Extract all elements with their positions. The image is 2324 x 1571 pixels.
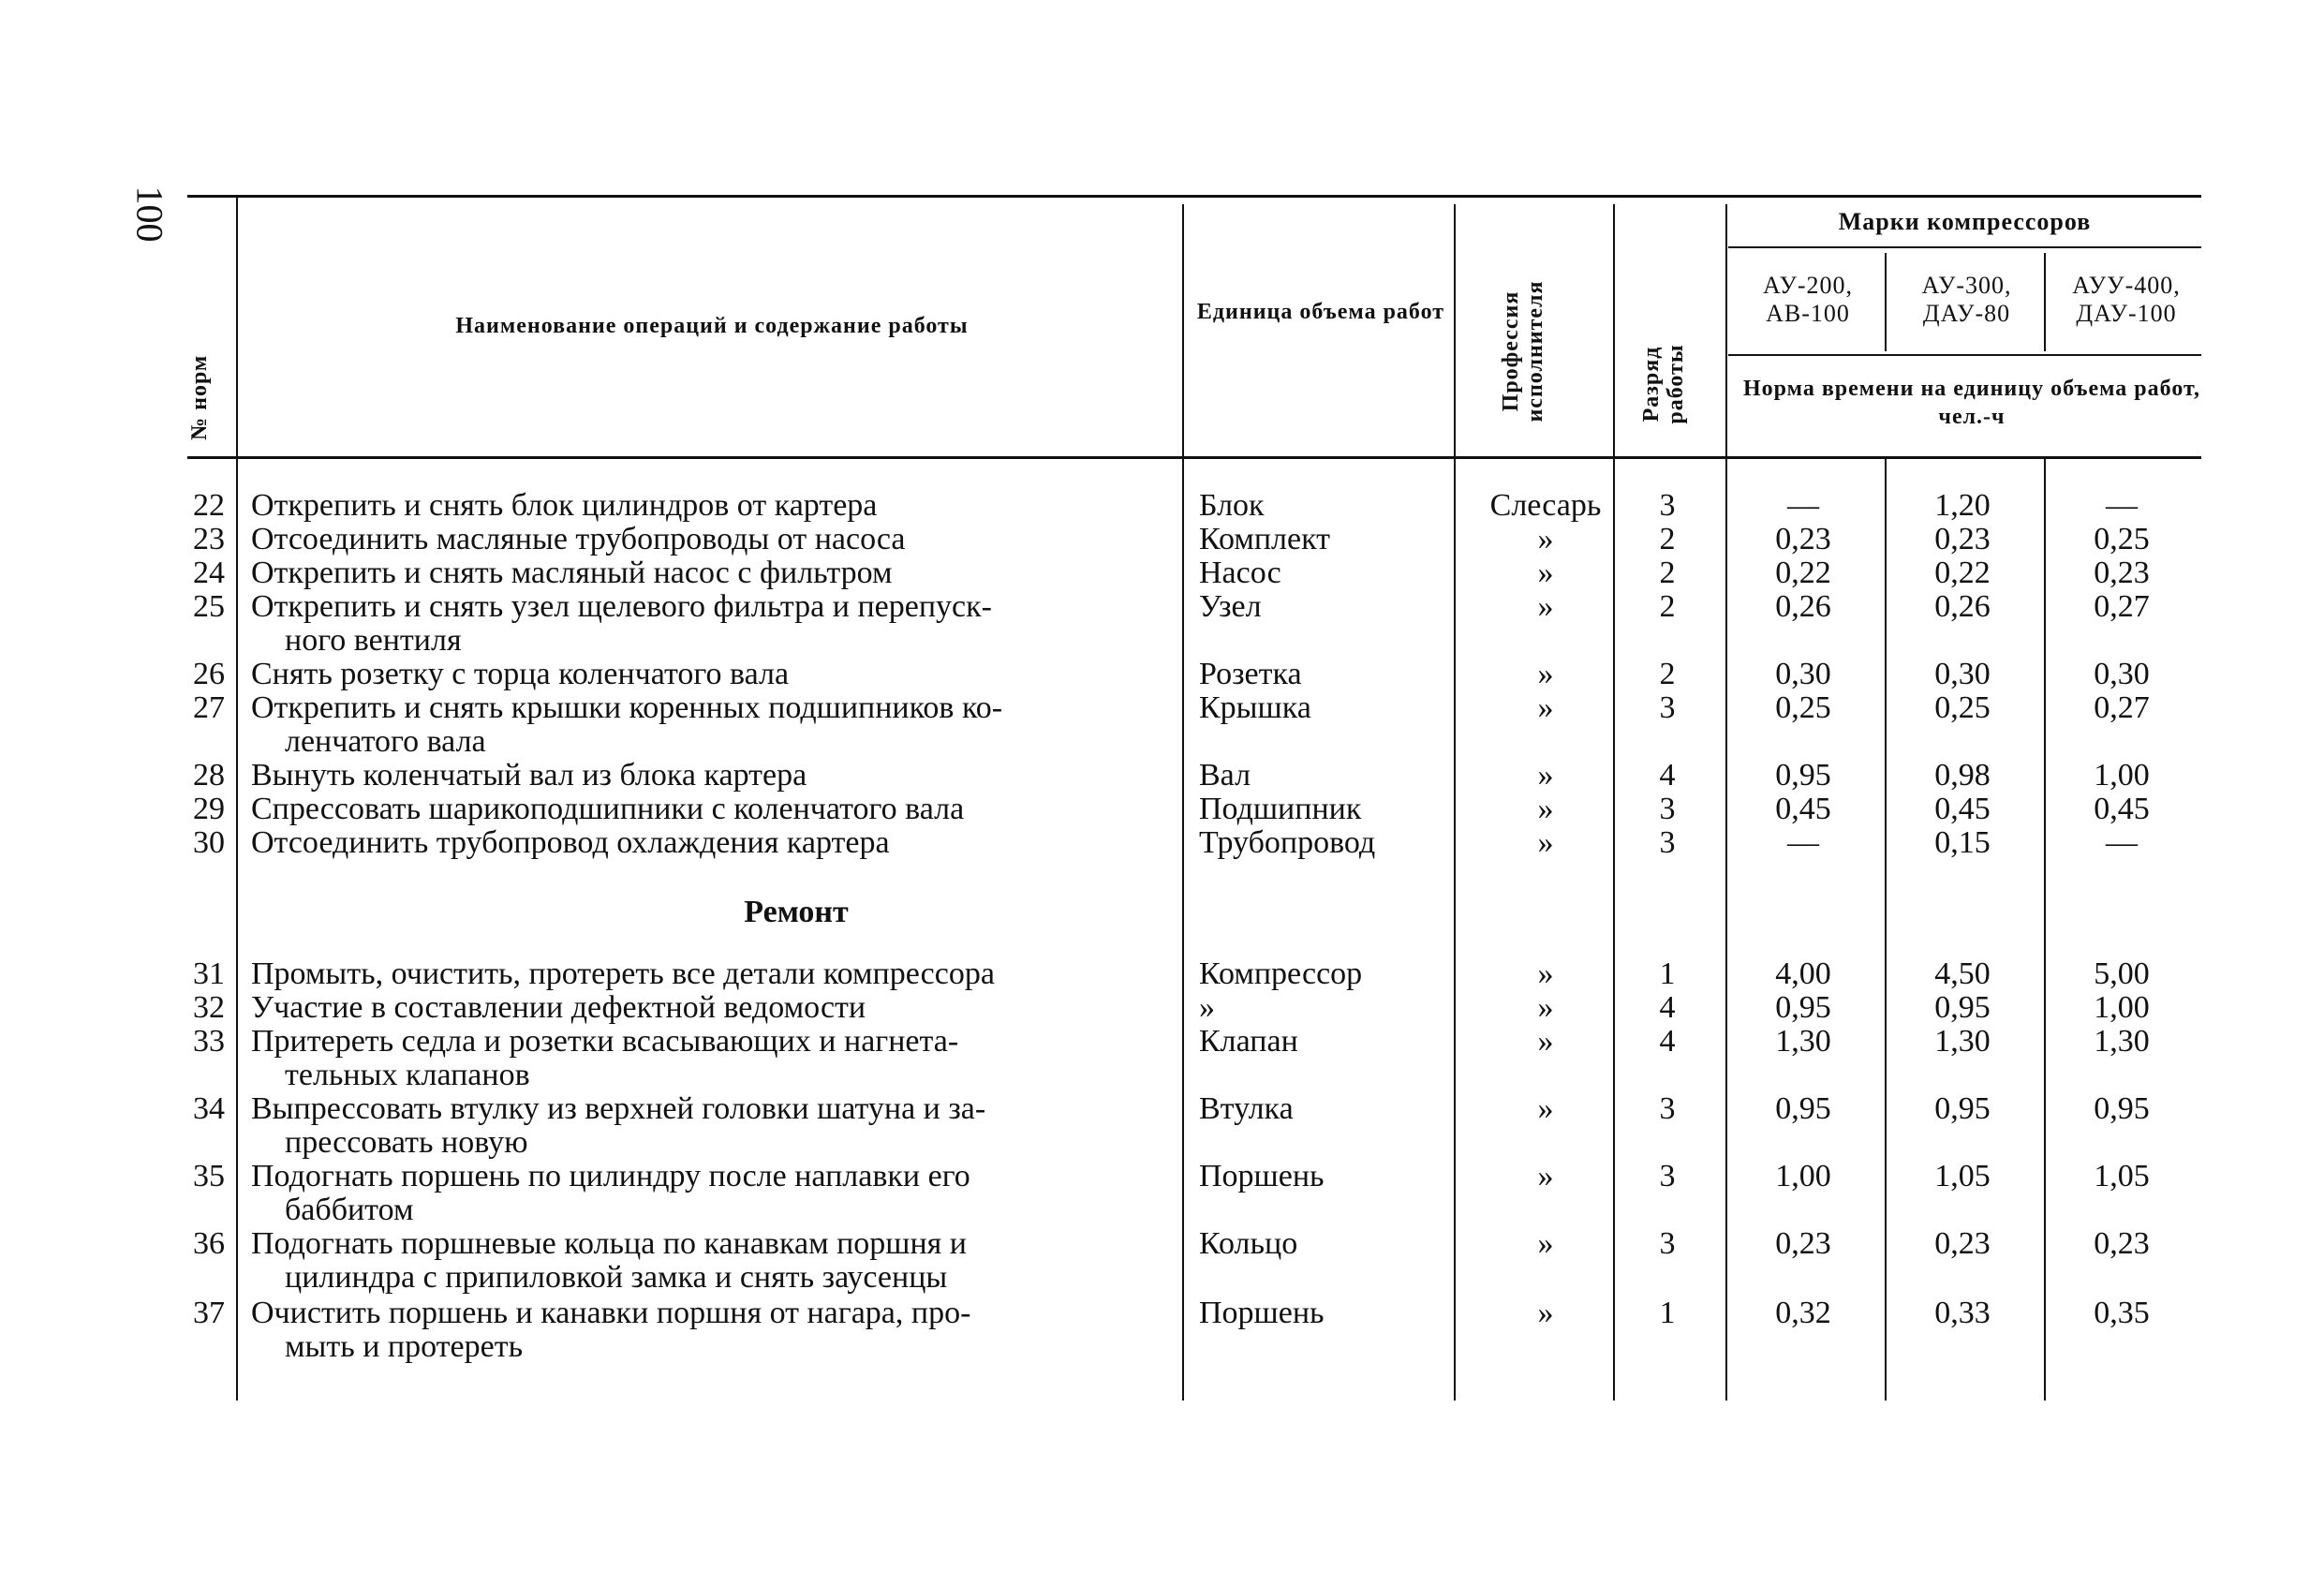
row-value-brand-3: 1,30 xyxy=(2094,1024,2150,1059)
row-operation-line-1: Подогнать поршень по цилиндру после наплавки его xyxy=(251,1159,970,1193)
row-rank: 4 xyxy=(1659,1024,1676,1059)
row-number: 24 xyxy=(193,556,225,590)
row-operation-line-1: Вынуть коленчатый вал из блока картера xyxy=(251,758,807,793)
header-brands-title: Марки компрессоров xyxy=(1838,208,2092,235)
row-value-brand-1: 0,45 xyxy=(1775,792,1831,826)
row-operation xyxy=(251,1227,1169,1295)
row-number: 31 xyxy=(193,956,225,991)
row-number: 37 xyxy=(193,1296,225,1330)
row-value-brand-3: 0,23 xyxy=(2094,1226,2150,1261)
row-number: 29 xyxy=(193,792,225,826)
row-operation xyxy=(251,489,1169,523)
row-operation xyxy=(251,590,1169,658)
row-unit: Трубопровод xyxy=(1199,825,1376,860)
row-operation xyxy=(251,523,1169,556)
row-unit: Поршень xyxy=(1199,1296,1325,1330)
header-col-rank: Разряд работы xyxy=(1639,344,1688,424)
row-unit: Узел xyxy=(1199,589,1262,624)
row-value-brand-2: 0,15 xyxy=(1934,825,1991,860)
header-col-prof: Профессия исполнителя xyxy=(1499,280,1547,422)
row-value-brand-1: 1,30 xyxy=(1775,1024,1831,1059)
row-value-brand-2: 0,95 xyxy=(1934,1091,1991,1126)
row-value-brand-2: 4,50 xyxy=(1934,956,1991,991)
row-value-brand-3: 0,30 xyxy=(2094,657,2150,691)
row-unit: Вал xyxy=(1199,758,1251,793)
row-unit: Кольцо xyxy=(1199,1226,1298,1261)
row-operation-line-1: Спрессовать шарикоподшипники с коленчатого вала xyxy=(251,792,965,826)
row-profession: » xyxy=(1537,589,1554,624)
row-rank: 1 xyxy=(1659,956,1676,991)
row-profession: » xyxy=(1537,956,1554,991)
col-rule-1 xyxy=(236,197,238,1401)
row-value-brand-1: 0,30 xyxy=(1775,657,1831,691)
row-rank: 4 xyxy=(1659,990,1676,1025)
row-rank: 2 xyxy=(1659,556,1676,590)
row-value-brand-2: 0,22 xyxy=(1934,556,1991,590)
row-profession: » xyxy=(1537,1091,1554,1126)
header-brand-1: АУ-200, АВ-100 xyxy=(1762,272,1854,327)
row-value-brand-2: 1,30 xyxy=(1934,1024,1991,1059)
row-number: 35 xyxy=(193,1159,225,1193)
row-value-brand-2: 0,23 xyxy=(1934,522,1991,556)
row-value-brand-2: 0,45 xyxy=(1934,792,1991,826)
row-operation-line-2: ного вентиля xyxy=(285,623,462,658)
row-value-brand-3: — xyxy=(2106,825,2138,860)
row-value-brand-1: 0,95 xyxy=(1775,990,1831,1025)
row-unit: Втулка xyxy=(1199,1091,1294,1126)
row-unit: Насос xyxy=(1199,556,1281,590)
row-number: 34 xyxy=(193,1091,225,1126)
row-rank: 3 xyxy=(1659,825,1676,860)
row-operation-line-1: Отсоединить масляные трубопроводы от насоса xyxy=(251,522,906,556)
row-operation xyxy=(251,793,1169,826)
row-operation xyxy=(251,759,1169,793)
row-operation-line-1: Выпрессовать втулку из верхней головки шатуна и за- xyxy=(251,1091,986,1126)
row-value-brand-1: 0,32 xyxy=(1775,1296,1831,1330)
row-rank: 3 xyxy=(1659,1091,1676,1126)
col-rule-6 xyxy=(1885,253,1887,351)
row-value-brand-3: 0,23 xyxy=(2094,556,2150,590)
brands-rule xyxy=(1728,246,2201,248)
row-number: 32 xyxy=(193,990,225,1025)
col-rule-6b xyxy=(1885,459,1887,1401)
row-operation xyxy=(251,1025,1169,1092)
row-value-brand-3: — xyxy=(2106,488,2138,523)
col-rule-7 xyxy=(2044,253,2046,351)
col-rule-7b xyxy=(2044,459,2046,1401)
row-value-brand-3: 1,00 xyxy=(2094,758,2150,793)
row-rank: 4 xyxy=(1659,758,1676,793)
row-operation xyxy=(251,957,1169,991)
row-operation-line-1: Очистить поршень и канавки поршня от нагара, про- xyxy=(251,1296,971,1330)
row-profession: » xyxy=(1537,1159,1554,1193)
row-operation-line-2: тельных клапанов xyxy=(285,1058,530,1092)
row-profession: » xyxy=(1537,1226,1554,1261)
row-value-brand-1: 0,26 xyxy=(1775,589,1831,624)
row-rank: 2 xyxy=(1659,522,1676,556)
row-profession: » xyxy=(1537,792,1554,826)
row-value-brand-1: — xyxy=(1787,488,1819,523)
col-rule-5 xyxy=(1725,204,1727,1401)
row-operation-line-2: прессовать новую xyxy=(285,1125,528,1160)
header-brand-3: АУУ-400, ДАУ-100 xyxy=(2072,272,2181,327)
row-operation-line-1: Открепить и снять узел щелевого фильтра и перепуск- xyxy=(251,589,992,624)
row-operation-line-1: Отсоединить трубопровод охлаждения картера xyxy=(251,825,890,860)
row-rank: 3 xyxy=(1659,488,1676,523)
row-value-brand-3: 1,00 xyxy=(2094,990,2150,1025)
row-profession: » xyxy=(1537,522,1554,556)
row-profession: » xyxy=(1537,1296,1554,1330)
row-operation xyxy=(251,991,1169,1025)
row-value-brand-3: 0,25 xyxy=(2094,522,2150,556)
row-operation-line-2: ленчатого вала xyxy=(285,724,486,759)
row-value-brand-1: 4,00 xyxy=(1775,956,1831,991)
row-value-brand-2: 0,23 xyxy=(1934,1226,1991,1261)
row-profession: » xyxy=(1537,1024,1554,1059)
row-rank: 2 xyxy=(1659,657,1676,691)
row-unit: Блок xyxy=(1199,488,1265,523)
row-value-brand-3: 0,95 xyxy=(2094,1091,2150,1126)
row-operation-line-1: Открепить и снять масляный насос с фильтром xyxy=(251,556,893,590)
row-value-brand-2: 0,98 xyxy=(1934,758,1991,793)
row-unit: Розетка xyxy=(1199,657,1302,691)
row-operation-line-1: Открепить и снять крышки коренных подшипников ко- xyxy=(251,690,1003,725)
header-norm-label: Норма времени на единицу объема работ, чел.-ч xyxy=(1743,377,2200,429)
row-profession: » xyxy=(1537,758,1554,793)
row-number: 28 xyxy=(193,758,225,793)
row-operation-line-1: Участие в составлении дефектной ведомости xyxy=(251,990,866,1025)
row-value-brand-3: 0,27 xyxy=(2094,589,2150,624)
page-number: 100 xyxy=(128,185,171,243)
section-title: Ремонт xyxy=(744,895,849,929)
row-value-brand-2: 0,95 xyxy=(1934,990,1991,1025)
row-value-brand-2: 0,26 xyxy=(1934,589,1991,624)
row-rank: 3 xyxy=(1659,792,1676,826)
row-value-brand-1: 0,25 xyxy=(1775,690,1831,725)
row-operation-line-1: Снять розетку с торца коленчатого вала xyxy=(251,657,790,691)
row-value-brand-2: 1,20 xyxy=(1934,488,1991,523)
row-value-brand-2: 0,33 xyxy=(1934,1296,1991,1330)
row-unit: Подшипник xyxy=(1199,792,1362,826)
row-value-brand-3: 5,00 xyxy=(2094,956,2150,991)
row-operation xyxy=(251,1092,1169,1160)
header-bottom-rule xyxy=(187,456,2201,459)
norm-rule xyxy=(1728,354,2201,356)
header-brand-2: АУ-300, ДАУ-80 xyxy=(1921,272,2012,327)
row-number: 22 xyxy=(193,488,225,523)
row-operation-line-2: баббитом xyxy=(285,1193,414,1227)
row-unit: Крышка xyxy=(1199,690,1311,725)
row-number: 23 xyxy=(193,522,225,556)
row-value-brand-1: 0,23 xyxy=(1775,1226,1831,1261)
row-number: 27 xyxy=(193,690,225,725)
row-unit: Компрессор xyxy=(1199,956,1363,991)
row-value-brand-1: 0,95 xyxy=(1775,1091,1831,1126)
row-operation xyxy=(251,826,1169,860)
row-rank: 2 xyxy=(1659,589,1676,624)
row-operation xyxy=(251,658,1169,691)
header-col-name: Наименование операций и содержание работы xyxy=(455,314,969,338)
col-rule-2 xyxy=(1182,204,1184,1401)
header-col-num: № норм xyxy=(187,354,212,440)
row-value-brand-1: 0,22 xyxy=(1775,556,1831,590)
row-unit: Клапан xyxy=(1199,1024,1298,1059)
col-rule-3 xyxy=(1454,204,1456,1401)
row-operation-line-1: Открепить и снять блок цилиндров от картера xyxy=(251,488,878,523)
row-number: 30 xyxy=(193,825,225,860)
row-value-brand-3: 0,35 xyxy=(2094,1296,2150,1330)
row-value-brand-2: 0,30 xyxy=(1934,657,1991,691)
row-profession: Слесарь xyxy=(1489,488,1602,523)
row-rank: 3 xyxy=(1659,1226,1676,1261)
row-unit: Поршень xyxy=(1199,1159,1325,1193)
row-operation xyxy=(251,1297,1169,1364)
row-value-brand-3: 0,27 xyxy=(2094,690,2150,725)
header-col-unit: Единица объема работ xyxy=(1196,300,1445,324)
table-top-rule xyxy=(187,195,2201,198)
row-rank: 3 xyxy=(1659,690,1676,725)
row-value-brand-3: 0,45 xyxy=(2094,792,2150,826)
row-number: 26 xyxy=(193,657,225,691)
row-profession: » xyxy=(1537,556,1554,590)
row-value-brand-1: 0,95 xyxy=(1775,758,1831,793)
row-operation xyxy=(251,1160,1169,1227)
row-value-brand-1: 0,23 xyxy=(1775,522,1831,556)
row-value-brand-2: 1,05 xyxy=(1934,1159,1991,1193)
row-operation-line-2: мыть и протереть xyxy=(285,1329,524,1364)
row-profession: » xyxy=(1537,990,1554,1025)
row-operation xyxy=(251,691,1169,759)
row-profession: » xyxy=(1537,825,1554,860)
row-unit: Комплект xyxy=(1199,522,1331,556)
row-number: 25 xyxy=(193,589,225,624)
row-value-brand-2: 0,25 xyxy=(1934,690,1991,725)
row-value-brand-3: 1,05 xyxy=(2094,1159,2150,1193)
row-rank: 3 xyxy=(1659,1159,1676,1193)
row-operation-line-1: Притереть седла и розетки всасывающих и нагнета- xyxy=(251,1024,959,1059)
row-profession: » xyxy=(1537,657,1554,691)
row-unit: » xyxy=(1199,990,1215,1025)
row-value-brand-1: 1,00 xyxy=(1775,1159,1831,1193)
row-number: 36 xyxy=(193,1226,225,1261)
row-profession: » xyxy=(1537,690,1554,725)
row-operation-line-1: Промыть, очистить, протереть все детали компрессора xyxy=(251,956,995,991)
row-operation-line-1: Подогнать поршневые кольца по канавкам поршня и xyxy=(251,1226,967,1261)
row-operation xyxy=(251,556,1169,590)
row-operation-line-2: цилиндра с припиловкой замка и снять заусенцы xyxy=(285,1260,948,1295)
row-number: 33 xyxy=(193,1024,225,1059)
row-value-brand-1: — xyxy=(1787,825,1819,860)
row-rank: 1 xyxy=(1659,1296,1676,1330)
